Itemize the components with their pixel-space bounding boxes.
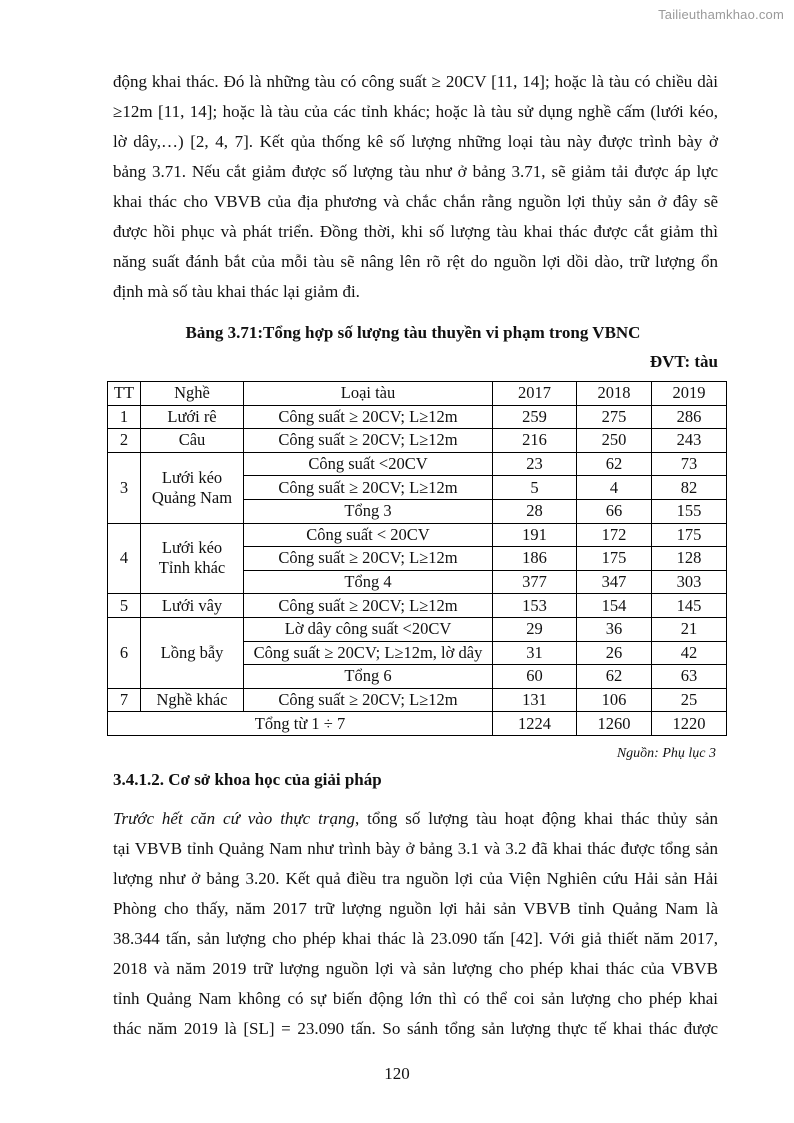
intro-line: bảng 3.71. Nếu cắt giảm được số lượng tàu như ở bảng 3.71, sẽ giảm tải được áp lực: [113, 162, 718, 181]
vessel-type-cell: Công suất ≥ 20CV; L≥12m: [244, 405, 493, 429]
vessel-type-cell: Công suất ≥ 20CV; L≥12m: [244, 476, 493, 500]
vessel-type-cell: Công suất < 20CV: [244, 523, 493, 547]
gear-type-line: Nghề khác: [156, 690, 228, 710]
value-cell: 175: [577, 547, 652, 571]
row-number-cell: 3: [108, 452, 141, 523]
value-cell: 145: [652, 594, 727, 618]
intro-line: ≥12m [11, 14]; hoặc là tàu của các tỉnh khác; hoặc là tàu sử dụng nghề cấm (lưới kéo,: [113, 102, 718, 121]
value-cell: 250: [577, 429, 652, 453]
column-header: 2018: [577, 382, 652, 406]
table-row: [108, 429, 727, 453]
column-header: Loại tàu: [244, 382, 493, 406]
gear-type-cell: [141, 452, 244, 523]
value-cell: 154: [577, 594, 652, 618]
value-cell: 62: [577, 452, 652, 476]
row-number-cell: 1: [108, 405, 141, 429]
value-cell: 259: [493, 405, 577, 429]
violating-vessels-table: [107, 381, 727, 736]
total-value-cell: 1260: [577, 712, 652, 736]
table-unit: ĐVT: tàu: [649, 352, 718, 371]
gear-type-line: Lưới kéo: [161, 538, 223, 558]
section-heading: 3.4.1.2. Cơ sở khoa học của giải pháp: [113, 770, 382, 789]
intro-line: được hồi phục và phát triển. Đồng thời, khi số lượng tàu khai thác được cắt giảm thì: [113, 222, 718, 241]
gear-type-line: Lồng bẫy: [160, 642, 224, 662]
table-row: [108, 452, 727, 476]
body-italic-phrase: Trước hết căn cứ vào thực trạng: [113, 809, 355, 828]
row-number-cell: 2: [108, 429, 141, 453]
vessel-type-cell: Lờ dây công suất <20CV: [244, 617, 493, 641]
value-cell: 31: [493, 641, 577, 665]
table-total-row: [108, 712, 727, 736]
value-cell: 4: [577, 476, 652, 500]
vessel-type-cell: Tổng 6: [244, 665, 493, 689]
value-cell: 66: [577, 499, 652, 523]
value-cell: 377: [493, 570, 577, 594]
column-header: 2019: [652, 382, 727, 406]
value-cell: 186: [493, 547, 577, 571]
column-header: Nghề: [141, 382, 244, 406]
value-cell: 275: [577, 405, 652, 429]
table-header-row: [108, 382, 727, 406]
intro-paragraph: [113, 67, 718, 307]
body-line: lượng như ở bảng 3.20. Kết quả điều tra nguồn lợi của Viện Nghiên cứu Hải sản Hải: [113, 869, 718, 888]
body-line: 38.344 tấn, sản lượng cho phép khai thác là 23.090 tấn [42]. Với giả thiết năm 2017,: [113, 929, 718, 948]
body-paragraph: [113, 804, 718, 1044]
row-number-cell: 5: [108, 594, 141, 618]
row-number-cell: 6: [108, 617, 141, 688]
table-source: Nguồn: Phụ lục 3: [616, 746, 716, 761]
total-label-cell: Tổng từ 1 ÷ 7: [108, 712, 493, 736]
table-body: [108, 382, 727, 736]
value-cell: 5: [493, 476, 577, 500]
value-cell: 172: [577, 523, 652, 547]
vessel-type-cell: Công suất <20CV: [244, 452, 493, 476]
gear-type-cell: [141, 688, 244, 712]
value-cell: 155: [652, 499, 727, 523]
value-cell: 131: [493, 688, 577, 712]
intro-line: động khai thác. Đó là những tàu có công suất ≥ 20CV [11, 14]; hoặc là tàu có chiều dài: [113, 72, 718, 91]
gear-type-line: Lưới vây: [161, 595, 223, 615]
value-cell: 25: [652, 688, 727, 712]
intro-line: năng suất đánh bắt của mỗi tàu sẽ nâng lên rõ rệt do nguồn lợi dồi dào, trữ lượng ổn: [113, 252, 718, 271]
intro-line: định mà số tàu khai thác lại giảm đi.: [113, 282, 360, 301]
value-cell: 175: [652, 523, 727, 547]
gear-type-cell: [141, 617, 244, 688]
value-cell: 62: [577, 665, 652, 689]
vessel-type-cell: Công suất ≥ 20CV; L≥12m: [244, 594, 493, 618]
body-line: [113, 804, 718, 834]
value-cell: 73: [652, 452, 727, 476]
gear-type-cell: [141, 405, 244, 429]
value-cell: 153: [493, 594, 577, 618]
table-row: [108, 617, 727, 641]
intro-line: lờ dây,…) [2, 4, 7]. Kết qủa thống kê số lượng những loại tàu này được trình bày ở: [113, 132, 718, 151]
table-caption: Bảng 3.71:Tổng hợp số lượng tàu thuyền vi phạm trong VBNC: [185, 323, 641, 342]
table-row: [108, 405, 727, 429]
value-cell: 21: [652, 617, 727, 641]
value-cell: 23: [493, 452, 577, 476]
body-line: Phòng cho thấy, năm 2017 trữ lượng nguồn lợi hải sản VBVB tỉnh Quảng Nam là: [113, 899, 718, 918]
vessel-type-cell: Tổng 3: [244, 499, 493, 523]
value-cell: 106: [577, 688, 652, 712]
value-cell: 28: [493, 499, 577, 523]
vessel-type-cell: Công suất ≥ 20CV; L≥12m: [244, 688, 493, 712]
intro-line: khai thác cho VBVB của địa phương và chắc chắn rằng nguồn lợi thủy sản ở đây sẽ: [113, 192, 718, 211]
table-row: [108, 523, 727, 547]
gear-type-cell: [141, 523, 244, 594]
value-cell: 286: [652, 405, 727, 429]
value-cell: 42: [652, 641, 727, 665]
value-cell: 191: [493, 523, 577, 547]
value-cell: 128: [652, 547, 727, 571]
value-cell: 36: [577, 617, 652, 641]
vessel-type-cell: Công suất ≥ 20CV; L≥12m: [244, 429, 493, 453]
table-row: [108, 594, 727, 618]
value-cell: 347: [577, 570, 652, 594]
vessel-type-cell: Công suất ≥ 20CV; L≥12m: [244, 547, 493, 571]
table-row: [108, 688, 727, 712]
value-cell: 216: [493, 429, 577, 453]
watermark-text: Tailieuthamkhao.com: [658, 7, 784, 22]
total-value-cell: 1224: [493, 712, 577, 736]
row-number-cell: 7: [108, 688, 141, 712]
row-number-cell: 4: [108, 523, 141, 594]
value-cell: 243: [652, 429, 727, 453]
gear-type-cell: [141, 429, 244, 453]
gear-type-line: Lưới rê: [167, 406, 217, 426]
value-cell: 29: [493, 617, 577, 641]
body-line: tỉnh Quảng Nam không có sự biến động lớn thì có thể coi sản lượng cho phép khai: [113, 989, 718, 1008]
value-cell: 303: [652, 570, 727, 594]
vessel-type-cell: Công suất ≥ 20CV; L≥12m, lờ dây: [244, 641, 493, 665]
total-value-cell: 1220: [652, 712, 727, 736]
body-line-text: , tổng số lượng tàu hoạt động khai thác thủy sản: [354, 809, 718, 828]
value-cell: 63: [652, 665, 727, 689]
column-header: 2017: [493, 382, 577, 406]
vessel-type-cell: Tổng 4: [244, 570, 493, 594]
column-header: TT: [108, 382, 141, 406]
gear-type-line: Tỉnh khác: [158, 558, 226, 578]
value-cell: 60: [493, 665, 577, 689]
gear-type-line: Quảng Nam: [151, 487, 233, 507]
body-line: thác năm 2019 là [SL] = 23.090 tấn. So sánh tổng sản lượng thực tế khai thác được: [113, 1019, 718, 1038]
value-cell: 26: [577, 641, 652, 665]
gear-type-line: Lưới kéo: [161, 467, 223, 487]
page-number: 120: [384, 1064, 410, 1083]
gear-type-line: Câu: [178, 430, 206, 450]
value-cell: 82: [652, 476, 727, 500]
body-line: tại VBVB tỉnh Quảng Nam như trình bày ở bảng 3.1 và 3.2 đã khai thác được tổng sản: [113, 839, 718, 858]
gear-type-cell: [141, 594, 244, 618]
body-line: 2018 và năm 2019 trữ lượng nguồn lợi và sản lượng cho phép khai thác của VBVB: [113, 959, 718, 978]
